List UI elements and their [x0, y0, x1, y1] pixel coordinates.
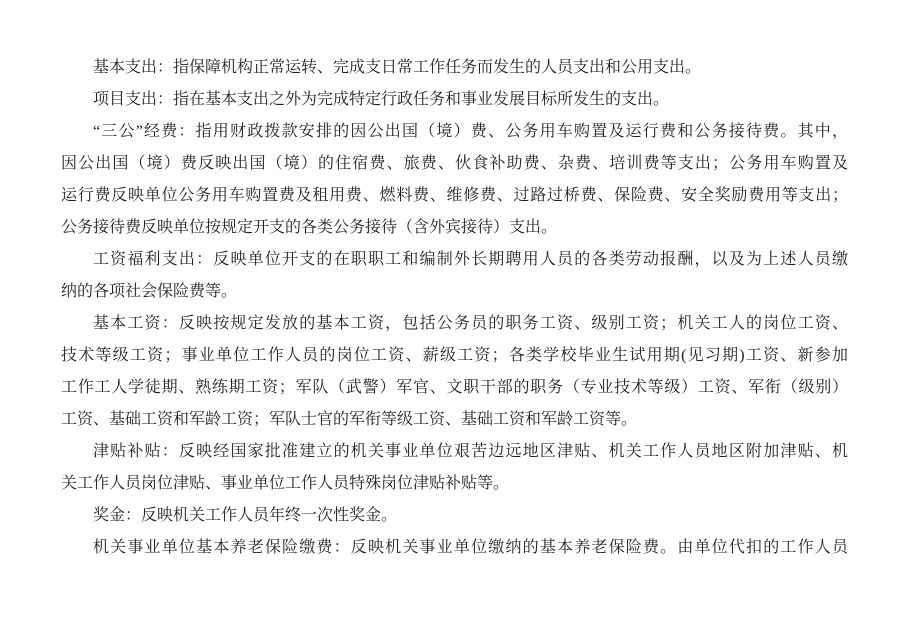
text-line: 纳的各项社会保险费等。: [61, 283, 238, 300]
text-line: 公务接待费反映单位按规定开支的各类公务接待（含外宾接待）支出。: [61, 219, 558, 236]
text-line: 技术等级工资；事业单位工作人员的岗位工资、薪级工资；各类学校毕业生试用期(见习期)工资、新参加: [61, 347, 848, 364]
text-line: “三公”经费：指用财政拨款安排的因公出国（境）费、公务用车购置及运行费和公务接待费。其中，: [93, 123, 848, 140]
text-line: 工资福利支出：反映单位开支的在职职工和编制外长期聘用人员的各类劳动报酬，以及为上述人员缴: [93, 251, 848, 268]
text-line: 基本工资：反映按规定发放的基本工资，包括公务员的职务工资、级别工资；机关工人的岗位工资、: [93, 315, 848, 332]
text-line: 运行费反映单位公务用车购置费及租用费、燃料费、维修费、过路过桥费、保险费、安全奖励费用等支出；: [61, 187, 848, 204]
paragraph-project-expenditure-definition: [61, 84, 848, 116]
text-line: 基本支出：指保障机构正常运转、完成支日常工作任务而发生的人员支出和公用支出。: [93, 59, 702, 76]
text-line: 工作工人学徒期、熟练期工资；军队（武警）军官、文职干部的职务（专业技术等级）工资、军衔（级别）: [61, 379, 848, 396]
text-line: 关工作人员岗位津贴、事业单位工作人员特殊岗位津贴补贴等。: [61, 475, 510, 492]
text-line: 项目支出：指在基本支出之外为完成特定行政任务和事业发展目标所发生的支出。: [93, 91, 670, 108]
text-line: 奖金：反映机关工作人员年终一次性奖金。: [93, 507, 398, 524]
paragraph-basic-salary-definition: [61, 308, 848, 436]
text-line: 因公出国（境）费反映出国（境）的住宿费、旅费、伙食补助费、杂费、培训费等支出；公务用车购置及: [61, 155, 848, 172]
paragraph-bonus-definition: [61, 500, 848, 532]
paragraph-allowances-subsidies-definition: [61, 436, 848, 500]
text-line: 津贴补贴：反映经国家批准建立的机关事业单位艰苦边远地区津贴、机关工作人员地区附加津贴、机: [93, 443, 848, 460]
text-line: 机关事业单位基本养老保险缴费：反映机关事业单位缴纳的基本养老保险费。由单位代扣的工作人员: [93, 539, 848, 556]
paragraph-pension-contribution-definition: [61, 532, 848, 564]
paragraph-three-public-funds-definition: [61, 116, 848, 244]
paragraph-salary-welfare-expenditure-definition: [61, 244, 848, 308]
document-content: [61, 52, 848, 564]
text-line: 工资、基础工资和军龄工资；军队士官的军衔等级工资、基础工资和军龄工资等。: [61, 411, 638, 428]
paragraph-basic-expenditure-definition: [61, 52, 848, 84]
